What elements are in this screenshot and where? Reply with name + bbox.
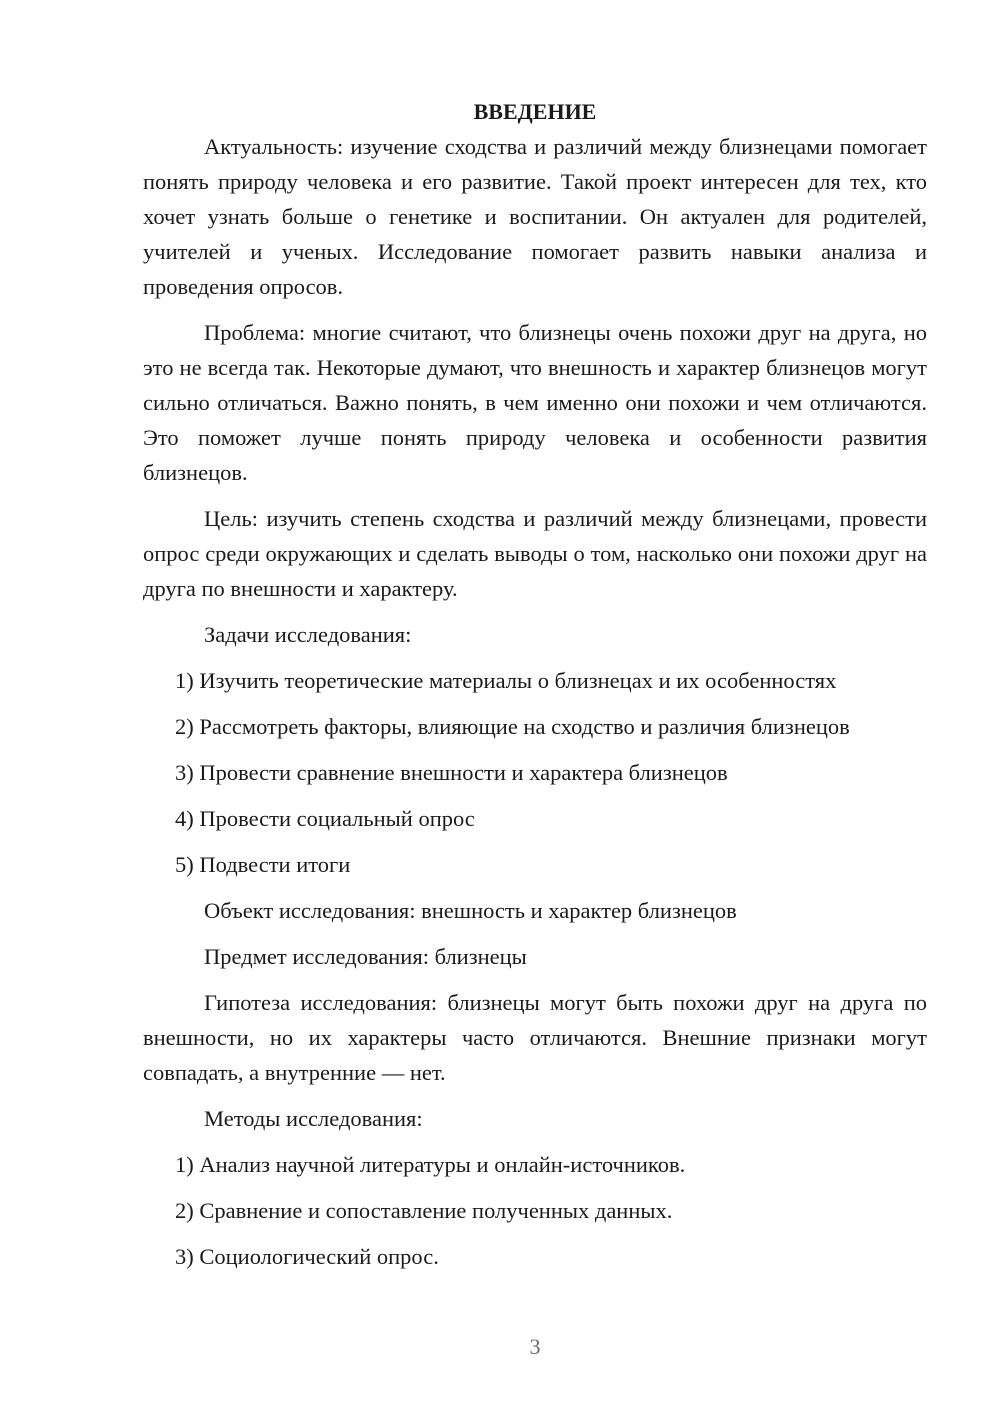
tasks-list bbox=[143, 663, 927, 882]
list-item: 3) Провести сравнение внешности и характера близнецов bbox=[175, 760, 728, 785]
list-item: 4) Провести социальный опрос bbox=[175, 806, 475, 831]
methods-list bbox=[143, 1147, 927, 1274]
relevance-paragraph: Актуальность: изучение сходства и различий между близнецами помогает понять природу человека и его развитие. Такой проект интересен для тех, кто хочет узнать больше о генетике и воспитании. Он актуален для родителей, учителей и ученых. Исследование помогает развить навыки анализа и проведения опросов. bbox=[143, 134, 927, 299]
list-item: 2) Сравнение и сопоставление полученных данных. bbox=[175, 1198, 673, 1223]
list-item: 3) Социологический опрос. bbox=[175, 1244, 439, 1269]
page-number: 3 bbox=[529, 1334, 541, 1359]
tasks-heading: Задачи исследования: bbox=[204, 622, 412, 647]
goal-paragraph: Цель: изучить степень сходства и различий между близнецами, провести опрос среди окружающих и сделать выводы о том, насколько они похожи друг на друга по внешности и характеру. bbox=[143, 506, 927, 601]
list-item: 5) Подвести итоги bbox=[175, 852, 351, 877]
research-object: Объект исследования: внешность и характер близнецов bbox=[204, 898, 737, 923]
list-item: 1) Анализ научной литературы и онлайн-источников. bbox=[175, 1152, 686, 1177]
section-title: ВВЕДЕНИЕ bbox=[473, 99, 597, 124]
list-item: 1) Изучить теоретические материалы о близнецах и их особенностях bbox=[175, 668, 837, 693]
problem-paragraph: Проблема: многие считают, что близнецы очень похожи друг на друга, но это не всегда так. Некоторые думают, что внешность и характер близнецов могут сильно отличаться. Важно понять, в чем именно они похожи и чем отличаются. Это поможет лучше понять природу человека и особенности развития близнецов. bbox=[143, 320, 927, 485]
methods-heading: Методы исследования: bbox=[204, 1106, 423, 1131]
hypothesis-paragraph: Гипотеза исследования: близнецы могут быть похожи друг на друга по внешности, но их характеры часто отличаются. Внешние признаки могут совпадать, а внутренние — нет. bbox=[143, 990, 927, 1085]
document-page bbox=[143, 94, 927, 1285]
list-item: 2) Рассмотреть факторы, влияющие на сходство и различия близнецов bbox=[175, 714, 850, 739]
research-subject: Предмет исследования: близнецы bbox=[204, 944, 527, 969]
